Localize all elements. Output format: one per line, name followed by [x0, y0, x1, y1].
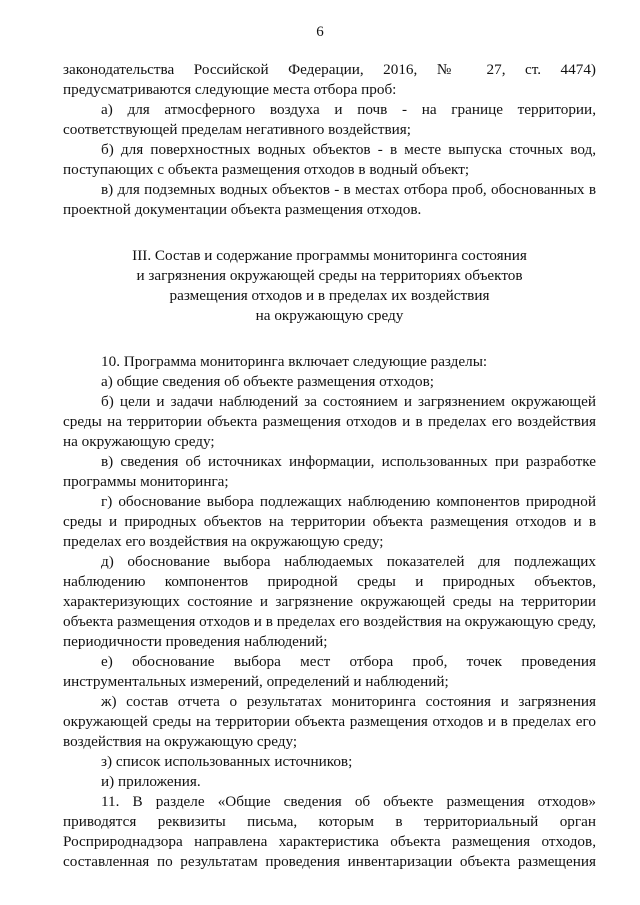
paragraph-item-a: а) для атмосферного воздуха и почв - на границе территории, соответствующей пределам негативного воздействия; — [63, 101, 596, 138]
list-item-e: е) обоснование выбора мест отбора проб, точек проведения инструментальных измерений, определений и наблюдений; — [63, 653, 596, 690]
page-number: 6 — [316, 24, 324, 40]
list-item-zh: ж) состав отчета о результатах мониторинга состояния и загрязнения окружающей среды на территории объекта размещения отходов и в пределах его воздействия на окружающую среду; — [63, 693, 596, 750]
paragraph-item-v: в) для подземных водных объектов - в местах отбора проб, обоснованных в проектной документации объекта размещения отходов. — [63, 181, 596, 218]
section-heading — [63, 246, 596, 326]
list-item-d: д) обоснование выбора наблюдаемых показателей для подлежащих наблюдению компонентов природной среды и природных объектов, характеризующих состояние и загрязнение окружающей среды на территории объекта размещения отходов и в пределах его воздействия на окружающую среду, периодичности проведения наблюдений; — [63, 553, 596, 650]
paragraph-11: 11. В разделе «Общие сведения об объекте размещения отходов» приводятся реквизиты письма, которым в территориальный орган Росприроднадзора направлена характеристика объекта размещения отходов, составленная по результатам проведения инвентаризации объекта размещения — [63, 793, 596, 870]
section-heading-line: III. Состав и содержание программы мониторинга состояния — [132, 247, 527, 264]
section-heading-line: размещения отходов и в пределах их воздействия — [169, 287, 490, 304]
paragraph-item-b: б) для поверхностных водных объектов - в месте выпуска сточных вод, поступающих с объекта размещения отходов в водный объект; — [63, 141, 596, 178]
paragraph-10: 10. Программа мониторинга включает следующие разделы: — [101, 353, 488, 370]
section-heading-line: и загрязнения окружающей среды на территориях объектов — [136, 267, 523, 284]
list-item-g: г) обоснование выбора подлежащих наблюдению компонентов природной среды и природных объектов на территории объекта размещения отходов и в пределах его воздействия на окружающую среду; — [63, 493, 596, 550]
page-content — [63, 60, 596, 872]
list-item-z: з) список использованных источников; — [101, 753, 353, 770]
list-item-b: б) цели и задачи наблюдений за состоянием и загрязнением окружающей среды на территории объекта размещения отходов и в пределах его воздействия на окружающую среду; — [63, 393, 596, 450]
paragraph-continuation: законодательства Российской Федерации, 2016, № 27, ст. 4474) предусматриваются следующие места отбора проб: — [63, 61, 596, 98]
list-item-a: а) общие сведения об объекте размещения отходов; — [101, 373, 435, 390]
list-item-i: и) приложения. — [101, 773, 201, 790]
section-heading-line: на окружающую среду — [255, 307, 404, 324]
list-item-v: в) сведения об источниках информации, использованных при разработке программы мониторинга; — [63, 453, 596, 490]
